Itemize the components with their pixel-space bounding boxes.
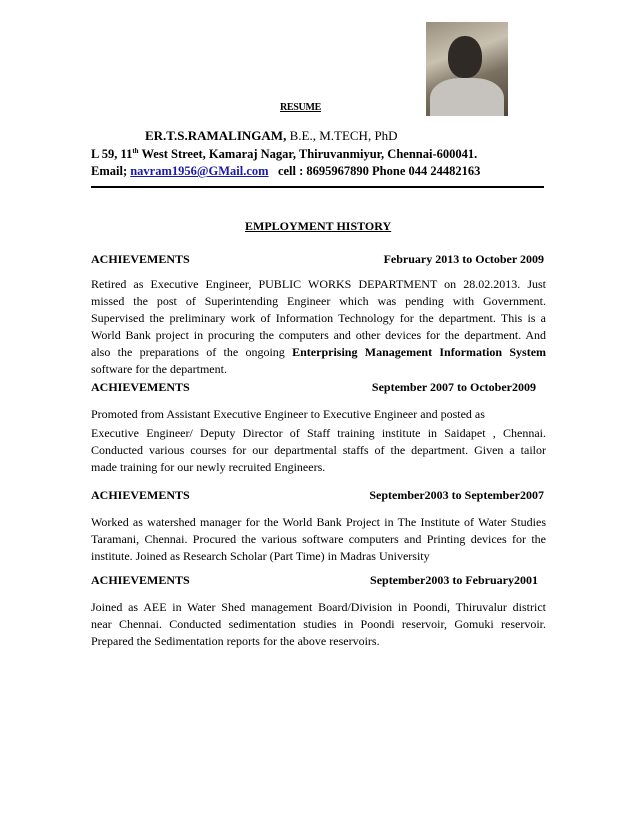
achievement-line: Executive Engineer/ Deputy Director of Staff training institute in Saidapet , Chennai. xyxy=(91,426,546,440)
header-divider xyxy=(91,186,544,188)
bold-phrase: Enterprising Management Information System xyxy=(292,345,547,359)
achievement-heading-2 xyxy=(91,380,544,395)
achievement-date: September2003 to February2001 xyxy=(370,573,538,587)
achievement-label: ACHIEVEMENTS xyxy=(91,380,190,394)
achievement-line: World Bank project in procuring the computers and other devices for the department. And xyxy=(91,328,546,342)
resume-title: RESUME xyxy=(280,102,321,113)
achievement-body-3 xyxy=(91,514,546,565)
section-title: EMPLOYMENT HISTORY xyxy=(245,219,392,233)
person-name: ER.T.S.RAMALINGAM, xyxy=(145,128,287,143)
achievement-line: Supervised the preliminary work of Information Technology for the department. This is a xyxy=(91,311,546,325)
photo-shoulders-shape xyxy=(430,78,504,116)
address-prefix: L 59, 11 xyxy=(91,147,133,162)
qualifications: B.E., M.TECH, PhD xyxy=(289,128,398,143)
achievement-label: ACHIEVEMENTS xyxy=(91,488,190,502)
achievement-date: September2003 to September2007 xyxy=(369,488,544,502)
achievement-body-1 xyxy=(91,276,546,378)
achievement-heading-4 xyxy=(91,573,544,588)
achievement-line: near Chennai. Conducted sedimentation studies in Poondi reservoir, Gomuki reservoir. xyxy=(91,617,546,631)
achievement-line: Promoted from Assistant Executive Engineer to Executive Engineer and posted as xyxy=(91,407,485,421)
address-rest: West Street, Kamaraj Nagar, Thiruvanmiyur, Chennai-600041. xyxy=(138,147,478,162)
achievement-date: September 2007 to October2009 xyxy=(371,380,536,394)
achievement-line: institute. Joined as Research Scholar (Part Time) in Madras University xyxy=(91,549,430,563)
phone-text: cell : 8695967890 Phone 044 24482163 xyxy=(277,164,481,178)
achievement-line-start: also the preparations of the ongoing xyxy=(91,345,285,359)
address-superscript: th xyxy=(132,147,139,155)
achievement-line: software for the department. xyxy=(91,362,227,376)
email-label: Email; xyxy=(91,164,128,178)
name-line xyxy=(145,128,398,144)
achievement-heading-1 xyxy=(91,252,544,267)
achievement-line: Prepared the Sedimentation reports for the above reservoirs. xyxy=(91,634,380,648)
achievement-body-4 xyxy=(91,599,546,650)
profile-photo xyxy=(426,22,508,116)
achievement-line-with-bold xyxy=(91,344,546,361)
achievement-line: Retired as Executive Engineer, PUBLIC WORKS DEPARTMENT on 28.02.2013. Just xyxy=(91,277,546,291)
achievement-label: ACHIEVEMENTS xyxy=(91,573,190,587)
achievement-line: missed the post of Superintending Engineer which was pending with Government. xyxy=(91,294,546,308)
achievement-heading-3 xyxy=(91,488,544,503)
achievement-line: Worked as watershed manager for the World Bank Project in The Institute of Water Studies xyxy=(91,515,546,529)
achievement-line: Conducted various courses for our departmental staffs of the department. Given a tailor xyxy=(91,443,546,457)
achievement-line: Taramani, Chennai. Procured the various software computers and Printing devices for the xyxy=(91,532,546,546)
contact-line xyxy=(91,164,480,179)
achievement-label: ACHIEVEMENTS xyxy=(91,252,190,266)
email-link[interactable]: navram1956@GMail.com xyxy=(130,164,269,178)
achievement-date: February 2013 to October 2009 xyxy=(383,252,544,266)
photo-head-shape xyxy=(448,36,482,78)
achievement-line: Joined as AEE in Water Shed management Board/Division in Poondi, Thiruvalur district xyxy=(91,600,546,614)
achievement-line: made training for our newly recruited Engineers. xyxy=(91,460,326,474)
address-line xyxy=(91,147,477,162)
achievement-body-2 xyxy=(91,406,546,476)
